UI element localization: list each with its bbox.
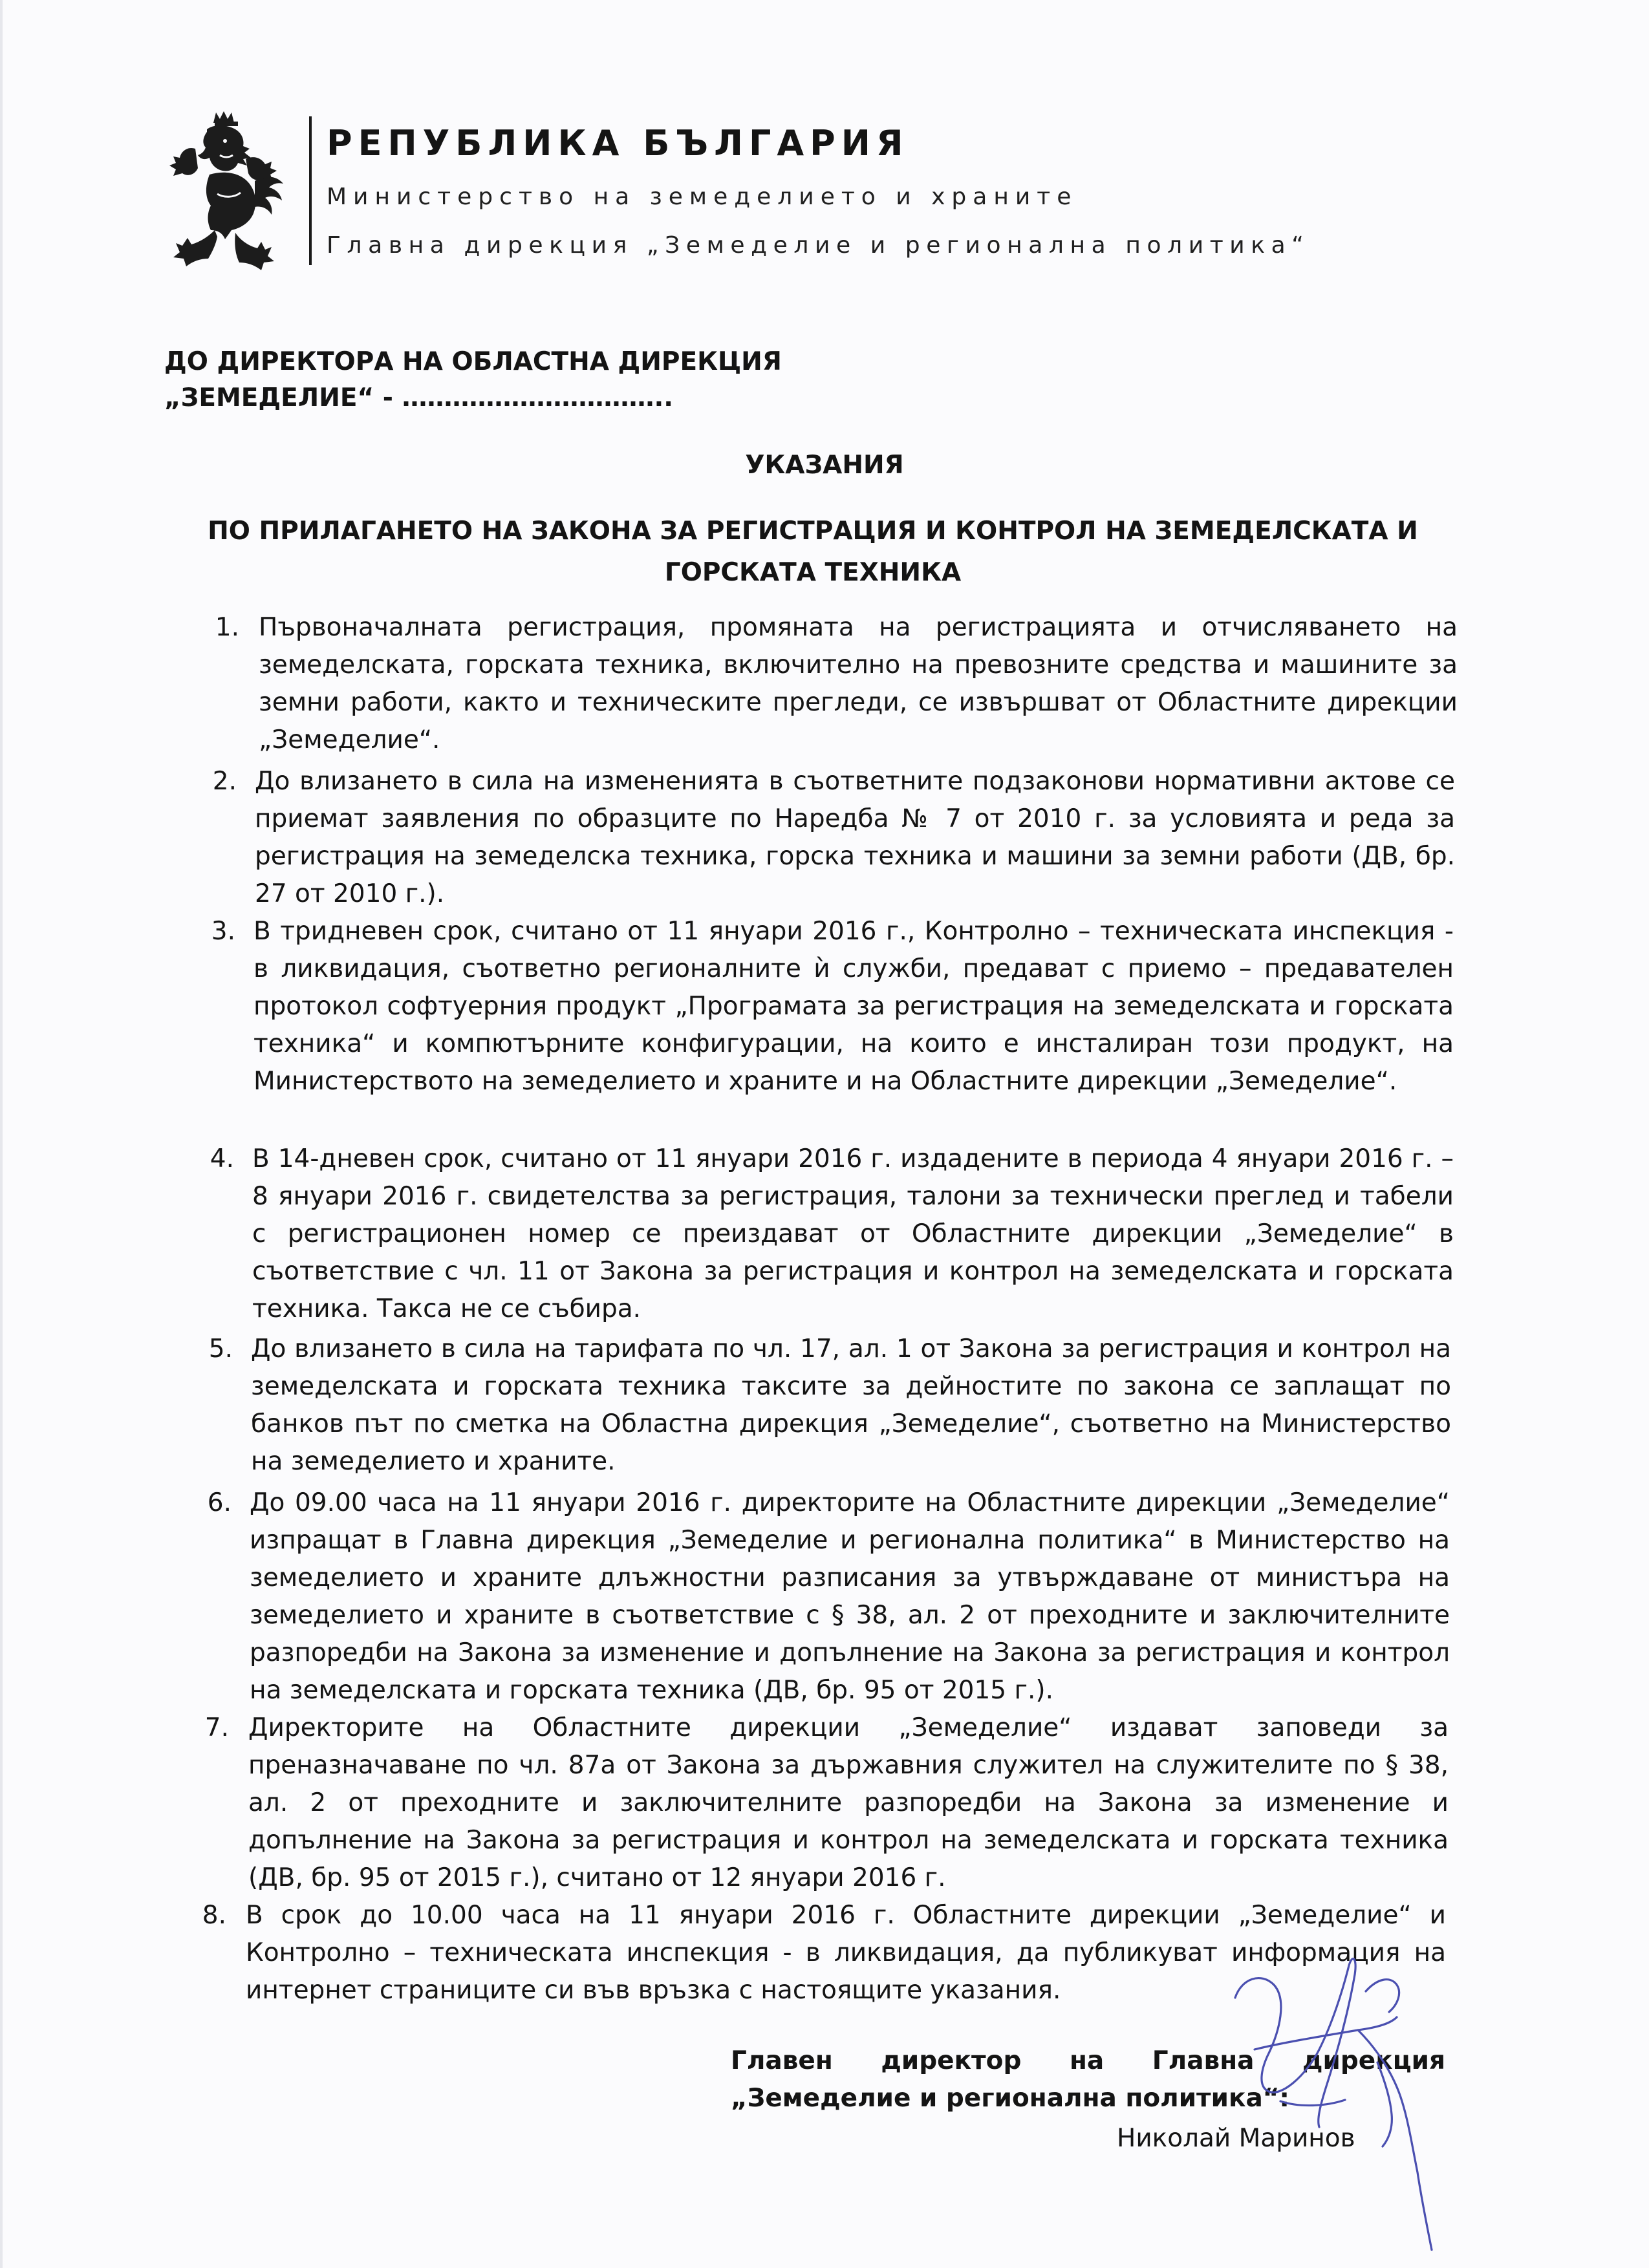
list-item-text: До влизането в сила на измененията в съответните подзаконови нормативни актове се приемат заявления по образците по Наредба № 7 от 2010 г. за условията и реда за регистрация на земеделска техника, горска техника и машини за земни работи (ДВ, бр. 27 от 2010 г.). — [255, 767, 1455, 908]
scan-edge — [0, 0, 3, 2268]
addressee-line-2: „ЗЕМЕДЕЛИЕ“ - ………………………….. — [164, 383, 674, 412]
list-item-text: В срок до 10.00 часа на 11 януари 2016 г. Областните дирекции „Земеделие“ и Контролно – техническата инспекция - в ликвидация, да публикуват информация на интернет страниците си във връзка с настоящите указания. — [246, 1901, 1446, 2005]
signatory-name: Николай Маринов — [1117, 2124, 1355, 2153]
list-item-number: 2. — [212, 767, 237, 796]
letterhead-directorate: Главна дирекция „Земеделие и регионална политика“ — [327, 232, 1310, 259]
list-item-number: 1. — [215, 613, 239, 642]
list-item-text: Директорите на Областните дирекции „Земеделие“ издават заповеди за преназначаване по чл. 87а от Закона за държавния служител на служителите по § 38, ал. 2 от преходните и заключителните разпоредби на Закона за изменение и допълнение на Закона за регистрация и контрол на земеделската и горската техника (ДВ, бр. 95 от 2015 г.), считано от 12 януари 2016 г. — [248, 1713, 1449, 1892]
document-subtitle: ПО ПРИЛАГАНЕТО НА ЗАКОНА ЗА РЕГИСТРАЦИЯ И КОНТРОЛ НА ЗЕМЕДЕЛСКАТА И ГОРСКАТА ТЕХНИКА — [208, 517, 1418, 587]
list-item-text: До 09.00 часа на 11 януари 2016 г. директорите на Областните дирекции „Земеделие“ изпращат в Главна дирекция „Земеделие и регионална политика“ в Министерство на земеделието и храните длъжностни разписания за утвърждаване от министъра на земеделието и храните в съответствие с § 38, ал. 2 от преходните и заключителните разпоредби на Закона за изменение и допълнение на Закона за регистрация и контрол на земеделската и горската техника (ДВ, бр. 95 от 2015 г.). — [250, 1488, 1450, 1705]
letterhead-ministry: Министерство на земеделието и храните — [327, 184, 1078, 210]
signatory-position-line-1: Главен директор на Главна дирекция — [731, 2046, 1445, 2075]
list-item-number: 5. — [208, 1334, 233, 1364]
document-title: УКАЗАНИЯ — [745, 451, 904, 480]
list-item-number: 8. — [202, 1901, 226, 1930]
list-item-text: В 14-дневен срок, считано от 11 януари 2016 г. издадените в периода 4 януари 2016 г. – 8 януари 2016 г. свидетелства за регистрация, талони за технически преглед и табели с регистрационен номер се преиздават от Областните дирекции „Земеделие“ в съответствие с чл. 11 от Закона за регистрация и контрол на земеделската и горската техника. Такса не се събира. — [252, 1144, 1454, 1323]
signatory-position-line-2: „Земеделие и регионална политика“: — [731, 2084, 1289, 2113]
list-item-text: Първоначалната регистрация, промяната на регистрацията и отчисляването на земеделската, горската техника, включително на превозните средства и машините за земни работи, както и техническите прегледи, се извършват от Областните дирекции „Земеделие“. — [259, 613, 1458, 754]
handwritten-signature-icon — [1216, 1952, 1487, 2256]
list-item-number: 4. — [210, 1144, 234, 1173]
bulgarian-lion-crest-icon — [169, 103, 299, 284]
list-item-number: 7. — [204, 1713, 229, 1742]
addressee-line-1: ДО ДИРЕКТОРА НА ОБЛАСТНА ДИРЕКЦИЯ — [164, 347, 782, 376]
letterhead-title: РЕПУБЛИКА БЪЛГАРИЯ — [327, 123, 909, 164]
letterhead-divider — [309, 116, 312, 265]
list-item-number: 6. — [207, 1488, 232, 1517]
list-item-number: 3. — [211, 917, 235, 946]
list-item-text: До влизането в сила на тарифата по чл. 17, ал. 1 от Закона за регистрация и контрол на земеделската и горската техника таксите за дейностите по закона се заплащат по банков път по сметка на Областна дирекция „Земеделие“, съответно на Министерство на земеделието и храните. — [251, 1334, 1451, 1476]
addressee-block — [164, 344, 782, 416]
list-item-text: В тридневен срок, считано от 11 януари 2016 г., Контролно – техническата инспекция - в ликвидация, съответно регионалните ѝ служби, предават с приемо – предавателен протокол софтуерния продукт „Програмата за регистрация на земеделската и горската техника“ и компютърните конфигурации, на които е инсталиран този продукт, на Министерството на земеделието и храните и на Областните дирекции „Земеделие“. — [253, 917, 1454, 1096]
